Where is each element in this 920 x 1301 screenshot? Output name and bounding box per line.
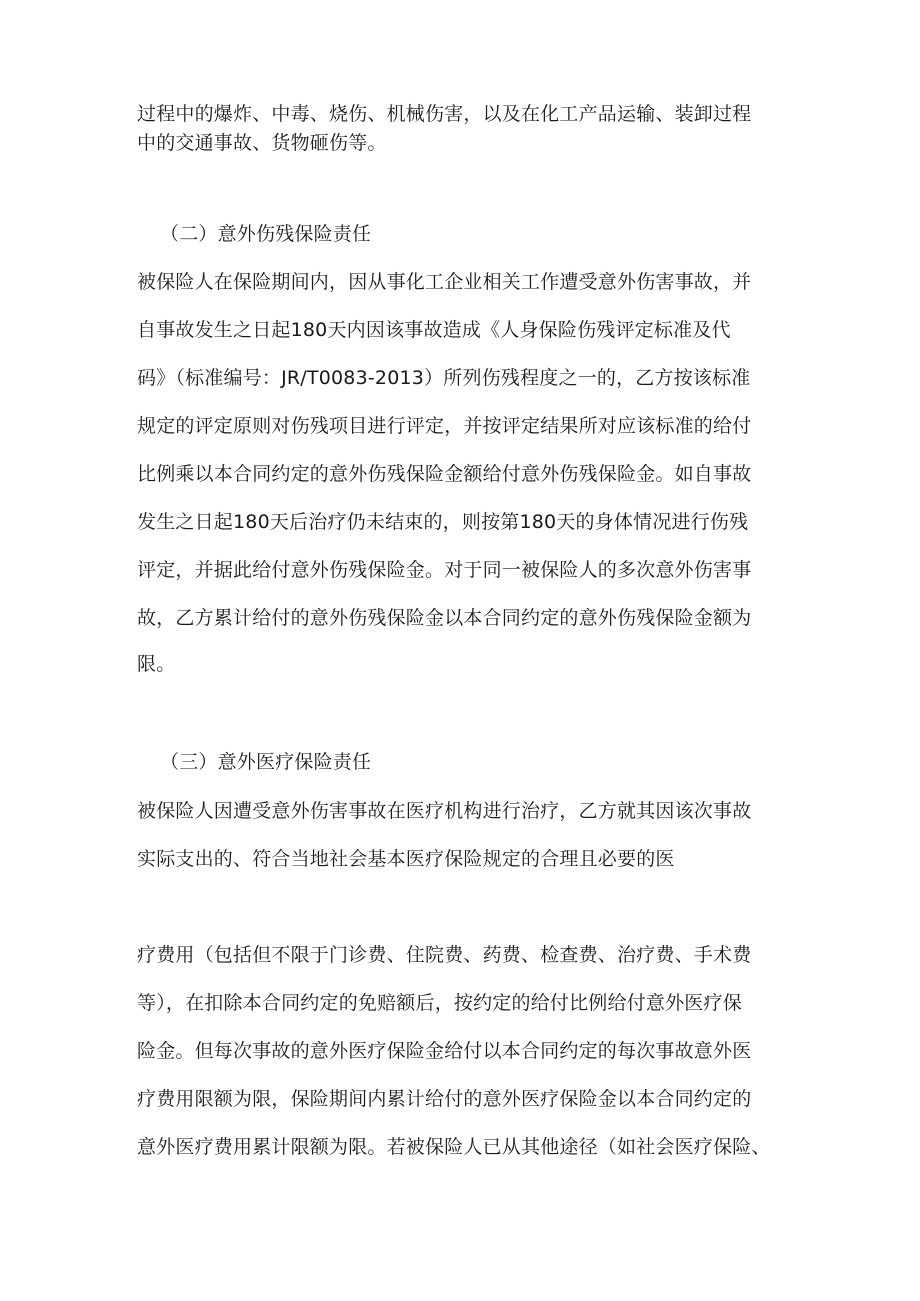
text-line: 故，乙方累计给付的意外伤残保险金以本合同约定的意外伤残保险金额为 [137, 607, 752, 629]
text-line: 等），在扣除本合同约定的免赔额后，按约定的给付比例给付意外医疗保 [137, 992, 742, 1014]
section-heading-disability: （二）意外伤残保险责任 [160, 223, 372, 245]
text-line: 评定，并据此给付意外伤残保险金。对于同一被保险人的多次意外伤害事 [137, 559, 752, 581]
text-line: 中的交通事故、货物砸伤等。 [137, 132, 387, 154]
text-line: 实际支出的、符合当地社会基本医疗保险规定的合理且必要的医 [137, 848, 675, 870]
text-line: 被保险人在保险期间内，因从事化工企业相关工作遭受意外伤害事故，并 [137, 271, 752, 293]
section-heading-medical: （三）意外医疗保险责任 [160, 751, 372, 773]
text-line: 险金。但每次事故的意外医疗保险金给付以本合同约定的每次事故意外医 [137, 1040, 752, 1062]
text-line: 码》（标准编号：JR/T0083-2013）所列伤残程度之一的，乙方按该标准 [137, 367, 751, 389]
text-line: 过程中的爆炸、中毒、烧伤、机械伤害，以及在化工产品运输、装卸过程 [137, 103, 752, 125]
text-line: 发生之日起180天后治疗仍未结束的，则按第180天的身体情况进行伤残 [137, 511, 749, 533]
text-line: 规定的评定原则对伤残项目进行评定，并按评定结果所对应该标准的给付 [137, 415, 752, 437]
text-line: 被保险人因遭受意外伤害事故在医疗机构进行治疗，乙方就其因该次事故 [137, 800, 752, 822]
text-line: 疗费用限额为限，保险期间内累计给付的意外医疗保险金以本合同约定的 [137, 1088, 752, 1110]
text-line: 比例乘以本合同约定的意外伤残保险金额给付意外伤残保险金。如自事故 [137, 463, 752, 485]
text-line: 意外医疗费用累计限额为限。若被保险人已从其他途径（如社会医疗保险、 [137, 1136, 771, 1158]
text-line: 限。 [137, 653, 176, 675]
text-line: 自事故发生之日起180天内因该事故造成《人身保险伤残评定标准及代 [137, 319, 731, 341]
text-line: 疗费用（包括但不限于门诊费、住院费、药费、检查费、治疗费、手术费 [137, 944, 752, 966]
